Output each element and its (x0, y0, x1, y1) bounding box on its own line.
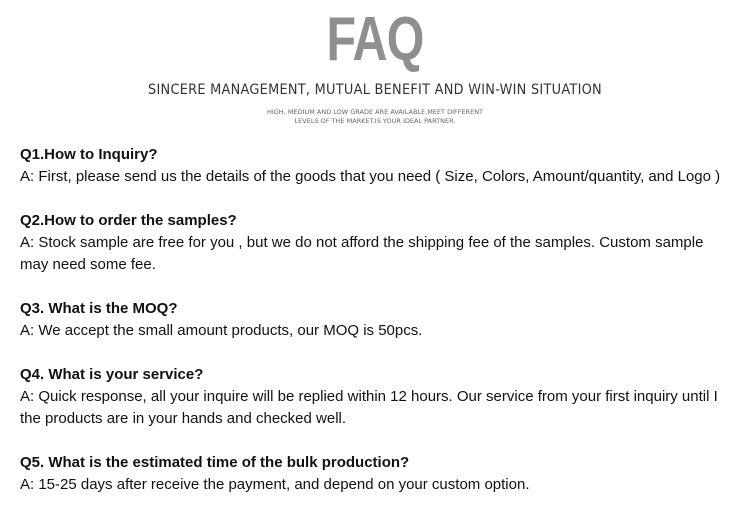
faq-answer: A: We accept the small amount products, our MOQ is 50pcs. (20, 322, 423, 339)
faq-question: Q5. What is the estimated time of the bulk production? (20, 454, 410, 471)
faq-item-q1 (20, 144, 732, 188)
faq-answer: A: First, please send us the details of the goods that you need ( Size, Colors, Amount/quantity, and Logo ) (20, 168, 721, 185)
faq-answer: A: 15-25 days after receive the payment, and depend on your custom option. (20, 476, 530, 493)
faq-question: Q1.How to Inquiry? (20, 146, 158, 163)
faq-item-q5 (20, 452, 732, 496)
faq-item-q4 (20, 364, 732, 430)
faq-answer: A: Stock sample are free for you , but we do not afford the shipping fee of the samples. Custom sample may need some fee. (20, 234, 704, 273)
faq-list (20, 144, 732, 518)
subtagline-line-1: HIGH, MEDIUM AND LOW GRADE ARE AVAILABLE.MEET DIFFERENT (266, 108, 484, 116)
faq-question: Q2.How to order the samples? (20, 212, 237, 229)
page-title: FAQ (326, 5, 424, 74)
subtagline (0, 108, 750, 126)
faq-answer: A: Quick response, all your inquire will be replied within 12 hours. Our service from your first inquiry until I the products are in your hands and checked well. (20, 388, 718, 427)
faq-item-q3 (20, 298, 732, 342)
tagline: SINCERE MANAGEMENT, MUTUAL BENEFIT AND WIN-WIN SITUATION (148, 82, 602, 98)
subtagline-line-2: LEVELS OF THE MARKET.IS YOUR IDEAL PARTNER. (294, 117, 456, 125)
faq-question: Q4. What is your service? (20, 366, 204, 383)
faq-item-q2 (20, 210, 732, 276)
faq-question: Q3. What is the MOQ? (20, 300, 178, 317)
